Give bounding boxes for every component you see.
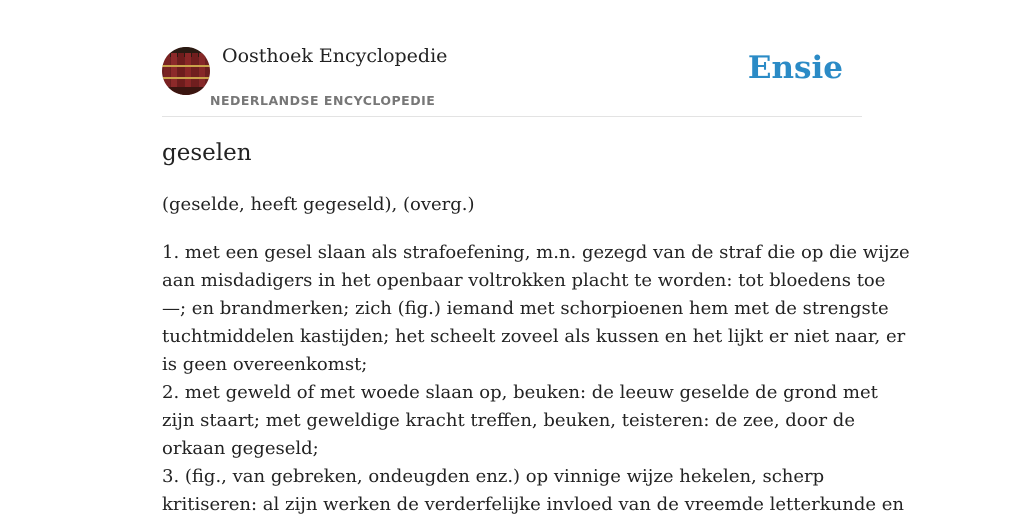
definition-line: 3. (fig., van gebreken, ondeugden enz.) op vinnige wijze hekelen, scherp (162, 466, 825, 487)
definition-line: is geen overeenkomst; (162, 354, 368, 375)
definition-line: orkaan gegeseld; (162, 438, 319, 459)
site-subtitle: NEDERLANDSE ENCYCLOPEDIE (210, 93, 436, 108)
site-header (162, 0, 862, 117)
entry-title: geselen (162, 140, 252, 166)
page-container (162, 0, 910, 515)
brand-logo-text[interactable]: Ensie (747, 50, 843, 86)
definition-line: —; en brandmerken; zich (fig.) iemand met schorpioenen hem met de strengste (162, 298, 889, 319)
definition-line: 2. met geweld of met woede slaan op, beuken: de leeuw geselde de grond met (162, 382, 878, 403)
definition-line: tuchtmiddelen kastijden; het scheelt zoveel als kussen en het lijkt er niet naar, er (162, 326, 906, 347)
definition-line: zijn staart; met geweldige kracht treffen, beuken, teisteren: de zee, door de (162, 410, 855, 431)
definition-line: 1. met een gesel slaan als strafoefening, m.n. gezegd van de straf die op die wijze (162, 242, 910, 263)
site-title[interactable]: Oosthoek Encyclopedie (222, 45, 448, 67)
entry-inflection: (geselde, heeft gegeseld), (overg.) (162, 194, 475, 215)
entry-definition (162, 239, 910, 519)
book-spines-logo[interactable] (162, 47, 210, 95)
definition-line: kritiseren: al zijn werken de verderfelijke invloed van de vreemde letterkunde en (162, 494, 904, 515)
definition-line: aan misdadigers in het openbaar voltrokken placht te worden: tot bloedens toe (162, 270, 886, 291)
